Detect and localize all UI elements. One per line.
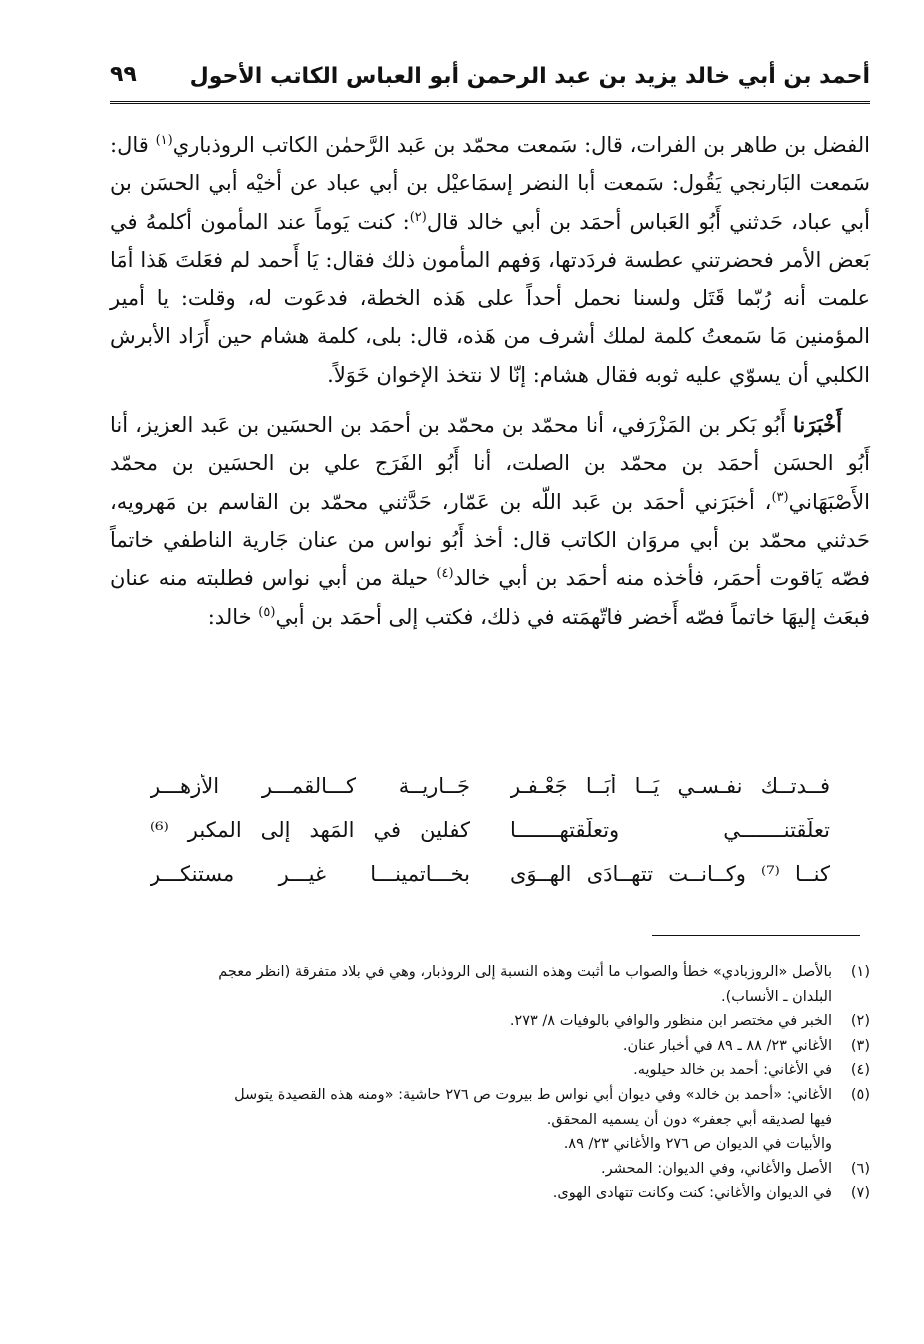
- text-segment: : كنت يَوماً عند المأمون أكلمهُ في بَعض الأمر فحضرتني عطسة فردَدتها، وَفهم المأمون ذلك فقال: يَا أَحمد لم فعَلتَ هَذا أمَا علمت أنه رُبّما قَتَل ولسنا نحمل أحداً على هَذه الخطة، فدعَوت له، وقلت: يا أمير المؤمنين مَا سَمعتُ كلمة لملك أشرف من هَذه، قال: بلى، كلمة هشام حين أَرَاد الأبرش الكلبي أن يسوّي عليه ثوبه فقال هشام: إنّا لا نتخذ الإخوان خَوَلاً.: [110, 209, 870, 387]
- footnote-separator: [652, 935, 860, 936]
- footnote-body: [110, 1181, 832, 1206]
- footnote: [110, 1009, 870, 1034]
- paragraph-1: [110, 126, 870, 394]
- footnote-ref-3: (٣): [771, 489, 789, 505]
- running-title: أحمد بن أبي خالد يزيد بن عبد الرحمن أبو العباس الكاتب الأحول: [189, 64, 870, 89]
- footnote-number: (٥): [850, 1086, 870, 1103]
- footnote-text: الأغاني: «أحمد بن خالد» وفي ديوان أبي نواس ط بيروت ص ٢٧٦ حاشية: «ومنه هذه القصيدة يتوسل: [234, 1086, 832, 1103]
- verse-second-hemistich: بخـــاتمينـــا غيـــر مستنكـــر: [150, 862, 470, 886]
- footnote-number: (١): [850, 964, 870, 980]
- footnote: [110, 1157, 870, 1182]
- paragraph-lead-word: أَخْبَرَنا: [793, 412, 842, 438]
- page-header: [110, 60, 870, 104]
- footnote-text: والأبيات في الديوان ص ٢٧٦ والأغاني ٢٣/ ٨٩.: [563, 1136, 832, 1153]
- text-segment: حيلة من أبي نواس فطلبته منه عنان فبعَث إليهَا خاتماً فصّه أَخضر فاتّهمَته في ذلك، فكتب إلى أحمَد بن أبي: [110, 566, 870, 629]
- footnote-text: الأغاني ٢٣/ ٨٨ ـ ٨٩ في أخبار عنان.: [622, 1037, 832, 1054]
- header-rule: [110, 101, 870, 104]
- footnote-text: الأصل والأغاني، وفي الديوان: المحشر.: [600, 1160, 832, 1177]
- footnote: [110, 960, 870, 1009]
- footnote-body: [110, 1009, 832, 1034]
- text-segment: أَبُو بَكر بن المَزْرَفي، أنا محمّد بن محمّد بن أحمَد بن الحسَين بن عَبد العزيز، أنا أَبُو الحسَن أحمَد بن محمّد بن الصلت، أنا أَبُو الفَرَج علي بن الحسَين بن محمّد الأَصْبَهَاني: [110, 413, 870, 514]
- footnote-ref-5: (٥): [258, 604, 276, 620]
- footnote-body: [110, 1058, 832, 1083]
- poem: [150, 764, 830, 896]
- verse-first-hemistich: تعلّقتنـــــــي وتعلّقتهـــــــا: [510, 818, 830, 842]
- footnote-body: [110, 1083, 832, 1157]
- footnote-text: فيها لصديقه أبي جعفر» دون أن يسميه المحقق.: [546, 1111, 832, 1128]
- footnote-number: (٢): [850, 1013, 870, 1030]
- footnote-number: (٦): [850, 1160, 870, 1177]
- footnote-body: [110, 960, 832, 1009]
- page-number: ٩٩: [110, 62, 137, 87]
- footnote-ref-2: (٢): [409, 209, 427, 225]
- footnote-number: (٣): [850, 1037, 870, 1054]
- paragraph-2: [110, 406, 870, 636]
- text-segment: قال: سَمعت البَارنجي يَقُول: سَمعت أبا النضر إسمَاعيْل بن أبي عباد عن أخيْه أبي الحسَن بن أبي عباد، حَدثني أَبُو العَباس أحمَد بن أبي خالد قال: [110, 133, 870, 234]
- footnote: [110, 1058, 870, 1083]
- verse-first-hemistich: فــدتــك نفـسـي يَــا أَبَــا جَعْـفـر: [510, 774, 830, 798]
- footnote-text: الخبر في مختصر ابن منظور والوافي بالوفيات ٨/ ٢٧٣.: [509, 1013, 832, 1030]
- footnotes: [110, 960, 870, 1206]
- footnote-text: في الأغاني: أحمد بن خالد حيلويه.: [633, 1062, 832, 1079]
- footnote-body: [110, 1034, 832, 1059]
- poem-verse: [150, 808, 830, 852]
- footnote-text: البلدان ـ الأنساب).: [721, 988, 832, 1005]
- footnote: [110, 1083, 870, 1157]
- text-segment: الفضل بن طاهر بن الفرات، قال: سَمعت محمّد بن عَبد الرَّحمٰن الكاتب الروذباري: [172, 133, 870, 157]
- footnote: [110, 1034, 870, 1059]
- poem-verse: [150, 852, 830, 896]
- footnote-body: [110, 1157, 832, 1182]
- footnote-ref-4: (٤): [436, 566, 454, 582]
- footnote-text: في الديوان والأغاني: كنت وكانت تتهادى الهوى.: [552, 1185, 832, 1202]
- main-text: [110, 126, 870, 636]
- footnote: [110, 1181, 870, 1206]
- footnote-ref-1: (١): [155, 133, 173, 148]
- verse-second-hemistich: جَــاريــة كـــالقمـــر الأزهـــر: [150, 774, 470, 798]
- verse-first-hemistich: كنــا ⁽⁷⁾ وكــانــت تتهــادَى الهــوَى: [510, 862, 830, 886]
- footnote-text: بالأصل «الروزبادي» خطأ والصواب ما أثبت وهذه النسبة إلى الروذبار، وهي في بلاد متفرقة (انظر معجم: [218, 964, 832, 980]
- poem-verse: [150, 764, 830, 808]
- text-segment: خالد:: [207, 604, 259, 629]
- footnote-number: (٤): [850, 1062, 870, 1079]
- footnote-number: (٧): [850, 1185, 870, 1202]
- text-segment: ، أخبَرَني أحمَد بن عَبد اللّه بن عَمّار، حَدَّثني محمّد بن القاسم بن مَهرويه، حَدثني محمّد بن أبي مروَان الكاتب قال: أخذ أَبُو نواس من عنان جَارية الناطفي خاتماً فصّه يَاقوت أحمَر، فأخذه منه أحمَد بن أبي خالد: [110, 489, 870, 591]
- verse-second-hemistich: كفلين في المَهد إلى المكبر ⁽⁶⁾: [150, 818, 470, 842]
